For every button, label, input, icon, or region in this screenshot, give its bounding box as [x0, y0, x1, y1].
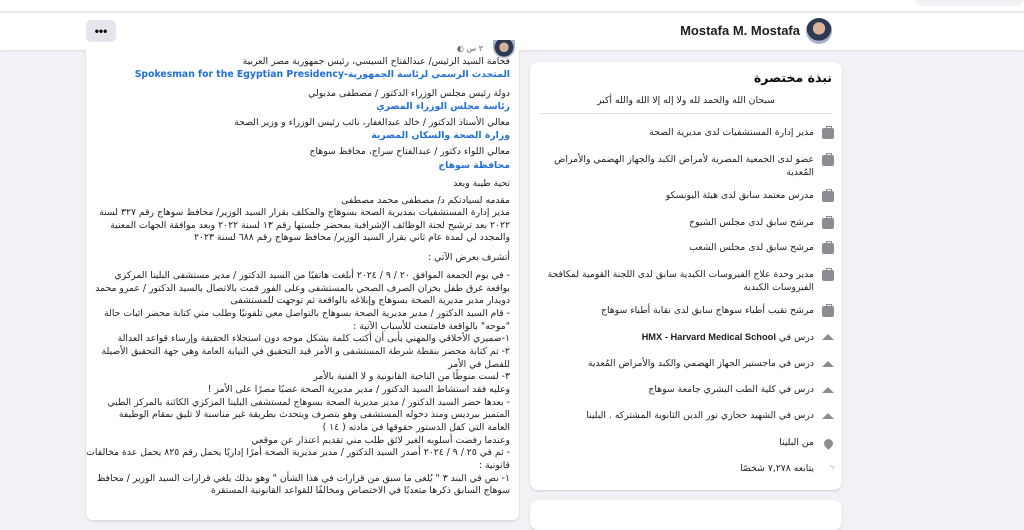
intro-item-text	[649, 127, 814, 140]
more-options-button[interactable]: •••	[86, 20, 116, 42]
intro-item	[538, 154, 834, 179]
intro-title: نبذة مختصرة	[753, 70, 832, 85]
photos-card	[530, 500, 842, 530]
post-text-line: - بعدها حضر السيد الدكتور / مدير مديرية الصحة بسوهاج لمستشفى البلينا المركزي الكائنة بالمركز الطبي	[107, 397, 510, 408]
post-text-line: مقدمه لسيادتكم د/ مصطفى محمد مصطفى	[341, 195, 510, 206]
post-text-line: ٢- تم كتابة محضر بنقطة شرطة المستشفى و الأمر قيد التحقيق في النيابة العامة وهي جهة التحقيق الأصيلة	[101, 346, 510, 357]
briefcase-icon	[822, 243, 834, 254]
intro-item-label: درس في	[775, 332, 814, 343]
profile-name[interactable]: Mostafa M. Mostafa	[680, 23, 800, 38]
intro-item-text	[666, 190, 814, 203]
intro-item-text	[642, 331, 814, 345]
divider	[540, 113, 832, 114]
intro-item	[538, 190, 834, 203]
intro-item-text	[538, 154, 814, 179]
post-text-line: معالي اللواء دكتور / عبدالفتاح سراج، محافظ سوهاج	[309, 146, 510, 157]
post-text-line: وعندما رفضت أسلوبه الغير لائق طلب مني تقديم اعتذار عن موقعي	[251, 435, 510, 446]
intro-item-text	[648, 384, 814, 397]
briefcase-icon	[822, 306, 834, 317]
intro-item	[538, 358, 834, 371]
top-nav-bar	[0, 0, 1024, 12]
post-text-line: العامة التي كفل الدستور حقوقها في مادته ( ١٤ )	[322, 422, 510, 433]
school-link[interactable]: HMX - Harvard Medical School	[641, 332, 776, 342]
intro-item	[538, 217, 834, 230]
intro-item-text	[689, 242, 814, 255]
intro-item-label: مرشح سابق لدى مجلس الشعب	[689, 242, 814, 253]
intro-item-text	[588, 358, 814, 371]
post-text-line: - في يوم الجمعة الموافق ٢٠ / ٩ / ٢٠٢٤ أبلغت هاتفيًا من السيد الدكتور / مدير مستشفى البلينا المركزي	[114, 270, 510, 281]
post-text-line: تحية طيبة وبعد	[453, 178, 510, 189]
intro-bio: سبحان الله والحمد لله ولا إله إلا الله والله أكبر	[597, 95, 775, 106]
post-time[interactable]: ٣ س	[466, 44, 483, 53]
intro-item-label: مدير إدارة المستشفيات لدى مديرية الصحة	[649, 127, 814, 138]
briefcase-icon	[822, 270, 834, 281]
graduation-cap-icon	[822, 361, 834, 367]
post-text-line: ٣- لست منوطًا من الناحية القانونية و لا الفنية بالأمر	[313, 371, 510, 382]
post-text-line: دولة رئيس مجلس الوزراء الدكتور / مصطفى مدبولي	[308, 88, 510, 99]
intro-item	[538, 331, 834, 345]
post-text-line: ١- نص في البند ٣ " يُلغى ما سبق من قرارات في هذا الشأن " وهو بذلك يلغي قرارات السيد الوزير / محافظ	[96, 473, 510, 484]
post-text-line: معالي الأستاذ الدكتور / خالد عبدالغفار، نائب رئيس الوزراء و وزير الصحة	[234, 117, 510, 128]
intro-item-label: يتابعه ٧,٢٧٨ شخصًا	[740, 463, 814, 474]
post-card	[86, 44, 519, 520]
post-text-line: للفصل في الأمر	[448, 359, 510, 370]
intro-item	[538, 269, 834, 294]
intro-item-text	[689, 217, 814, 230]
post-text-line: ٢٠٢٢ بعد ترشيح لجنة الوظائف الإشرافية بمحضر جلستها رقم ١٣ لسنة ٢٠٢٢ وبعد موافقة الجهات المعنية	[110, 220, 510, 231]
intro-item-label: درس في الشهيد حجازي نور الدين الثانوية المشتركه . البلينا	[586, 410, 814, 421]
post-text-line: سوهاج السابق ذكرها متعديًا في الاختصاص ومخالفًا للقواعد القانونية المستقرة	[211, 485, 510, 496]
graduation-cap-icon	[822, 387, 834, 393]
post-text-line: فخامة السيد الرئيس/ عبدالفتاح السيسي، رئيس جمهورية مصر العربية	[242, 56, 510, 67]
intro-item-text	[601, 305, 814, 318]
post-text-line: والمجدد لي لمدة عام ثاني بقرار السيد الوزير/ محافظ سوهاج رقم ٦٨٨ لسنة ٢٠٢٣	[193, 232, 510, 243]
intro-item-label: مرشح نقيب أطباء سوهاج سابق لدى نقابة أطباء سوهاج	[600, 305, 814, 316]
post-mention-link[interactable]: محافظة سوهاج	[438, 160, 510, 171]
intro-item	[538, 410, 834, 423]
post-text-line: دويدار مدير مديرية الصحة بسوهاج وإبلاغه بالواقعة ثم توجهت للمستشفى	[230, 295, 510, 306]
briefcase-icon	[822, 155, 834, 166]
intro-item-label: من البلينا	[779, 437, 814, 448]
location-pin-icon	[822, 437, 835, 450]
post-mention-link[interactable]: وزارة الصحة والسكان المصرية	[371, 130, 510, 141]
intro-item	[538, 127, 834, 140]
briefcase-icon	[822, 218, 834, 229]
intro-item	[538, 242, 834, 255]
post-mention-link[interactable]: رئاسة مجلس الوزراء المصري	[376, 101, 510, 112]
intro-item	[538, 305, 834, 318]
globe-icon: ◐	[456, 44, 464, 53]
intro-item	[538, 463, 834, 476]
graduation-cap-icon	[822, 413, 834, 419]
graduation-cap-icon	[822, 334, 834, 340]
search-input[interactable]	[914, 0, 1024, 6]
intro-item	[538, 437, 834, 450]
intro-item	[538, 384, 834, 397]
intro-item-label: درس في ماجستير الجهاز الهضمي والكبد والأمراض المُعدية	[587, 358, 814, 369]
rss-follow-icon: ◝	[830, 464, 834, 475]
intro-item-text	[538, 269, 814, 294]
post-text-line: ١-ضميري الأخلاقي والمهني يأبى أن أكتب كلمة بشكل موجه دون استجلاء الحقيقة وإرساء قواعد العدالة	[117, 333, 510, 344]
intro-card	[530, 62, 842, 490]
profile-avatar[interactable]	[806, 18, 832, 44]
post-text-line: "موجه" بالواقعة فامتنعت للأسباب الآتية :	[353, 321, 510, 332]
intro-item-text	[586, 410, 814, 423]
post-text-line: المتميز ببرديس ومنذ دخوله المستشفى وهو يتصرف ويتحدث بطريقة غير مناسبة لا تليق بمقام الوظيفة	[118, 409, 510, 420]
briefcase-icon	[822, 191, 834, 202]
post-text-line: مدير إدارة المستشفيات بمديرية الصحة بسوهاج والمكلف بقرار السيد الوزير/ محافظ سوهاج رقم ٣٢٧ لسنة	[99, 207, 510, 218]
intro-item-text	[779, 437, 814, 450]
post-mention-link[interactable]: المتحدث الرسمي لرئاسة الجمهورية-Spokesman for the Egyptian Presidency	[134, 69, 510, 80]
post-text-line: - ثم في ٢٥ / ٩ / ٢٠٢٤ أصدر السيد الدكتور / مدير مديرية الصحة أمرًا إداريًا يحمل رقم ٨٢٥ يحمل عدة مخالفات	[86, 447, 510, 458]
intro-item-text	[740, 463, 814, 476]
post-text-line: بواقعة غرق طفل بخزان الصرف الصحي بالمستشفى وعلى الفور قمت بالاتصال بالسيد الدكتور / عمرو محمد	[95, 283, 510, 294]
intro-item-label: مرشح سابق لدى مجلس الشيوخ	[689, 217, 814, 228]
post-text-line: وعليه فقد استشاط السيد الدكتور / مدير مديرية الصحة غضبًا مصرًا على الأمر !	[207, 384, 510, 395]
post-timestamp[interactable]	[457, 44, 483, 53]
post-text-line: قانونية :	[478, 460, 510, 471]
intro-item-label: مدير وحدة علاج الفيروسات الكبدية سابق لدى اللجنة القومية لمكافحة الفيروسات الكبدية	[547, 269, 814, 293]
post-text-line: أتشرف بعرض الآتي :	[428, 252, 510, 263]
briefcase-icon	[822, 128, 834, 139]
intro-item-label: عضو لدى الجمعية المصرية لأمراض الكبد والجهاز الهضمي والأمراض المُعدية	[554, 154, 814, 178]
intro-item-label: درس في كلية الطب البشري جامعة سوهاج	[648, 384, 814, 395]
post-text-line: - قام السيد الدكتور / مدير مديرية الصحة بسوهاج بالتواصل معي تلفونيًا وطلب مني كتابة محضر اثبات حالة	[104, 308, 510, 319]
intro-item-label: مدرس معتمد سابق لدى هيئة اليونسكو	[665, 190, 814, 201]
